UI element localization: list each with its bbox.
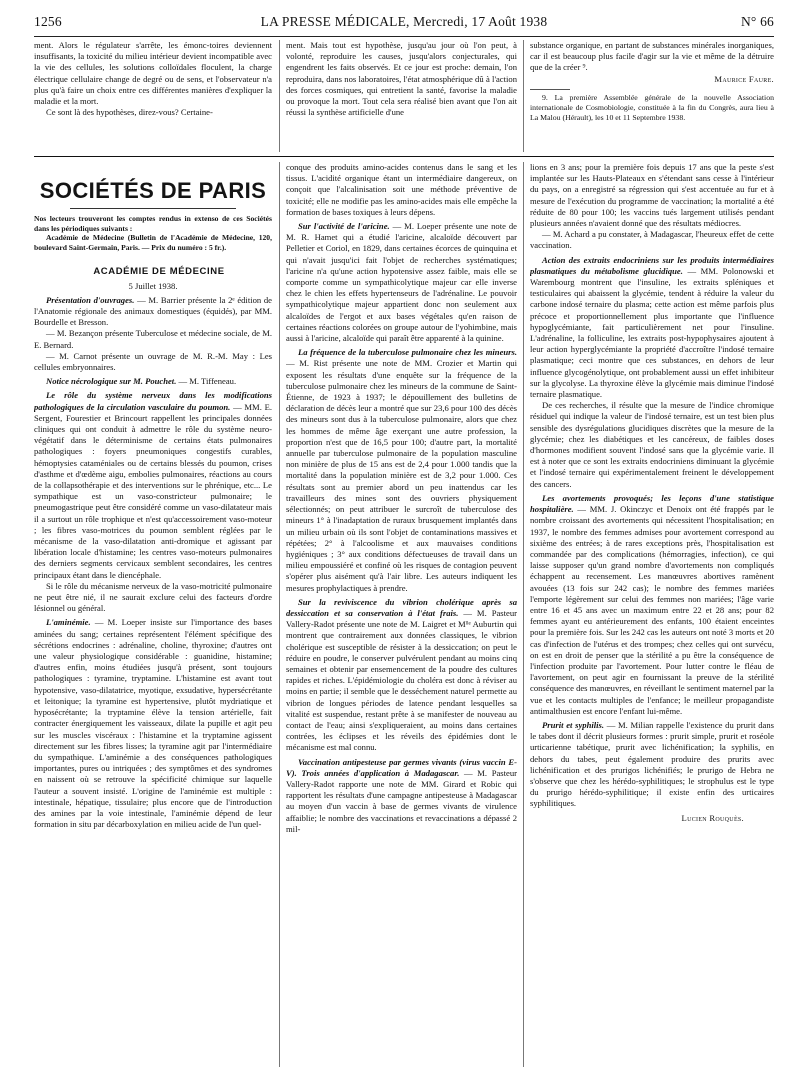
communication-text: — MM. Polonowski et Warembourg montrent que l'insuline, les extraits spléniques et testiculaires qui abaissent la glycémie, tendent à réduire la valeur du carbone indosé ternaire du plasma; cette action est même parfois plus précoce et proportionnellement plus importante que l'influence hypoglycémiante, fait particulièrement net pour l'insuline. L'adrénaline, la folliculine, les extraits post-hypophysaires ajoutent à leur action hyperglycémiante la propriété d'accroître l'indosé ternaire plasmatique; ceci montre que ces substances, en dehors de leur influence glycogénolytique, ont probablement aussi un effet inhibiteur sur la glycolyse. La thyroxine élève la glycémie mais diminue l'indosé ternaire plasmatique.: [530, 265, 774, 400]
top-column-3: [530, 40, 774, 152]
communication-text: — M. Achard a pu constater, à Madagascar, l'heureux effet de cette vaccination.: [530, 229, 774, 251]
communication: [34, 617, 272, 830]
communication-text: — M. Carnot présente un ouvrage de M. R.-M. May : Les cellules embryonnaires.: [34, 350, 272, 372]
communication-text: conque des produits amino-acides contenus dans le sang et les tissus. L'acidité organique étant un intermédiaire dangereux, on conçoit que l'alcalinisation soit une méthode préventive de toxicité; elle ne modifie pas les amino-acides mais elle empêche la formation de bases toxiques à leurs dépens.: [286, 162, 517, 217]
title-underline: [70, 208, 236, 209]
paragraph: [530, 400, 774, 490]
intro-text: Nos lecteurs trouveront les comptes rendus in extenso de ces Sociétés dans les périodiques suivants :: [34, 214, 272, 233]
footnote: 9. La première Assemblée générale de la nouvelle Association internationale de Cosmobiologie, constituée à la fin du Congrès, aura lieu à La Malou (Hérault), les 10 et 11 Septembre 1938.: [530, 92, 774, 122]
paragraph: [34, 581, 272, 615]
paragraph: [530, 162, 774, 229]
report-signature: Lucien Rouquès.: [681, 812, 744, 823]
journal-title: LA PRESSE MÉDICALE, Mercredi, 17 Août 1938: [260, 14, 548, 29]
communication-title: L'aminémie.: [46, 617, 91, 628]
author-signature: Maurice Faure.: [714, 73, 774, 84]
communication: [286, 597, 517, 754]
communication-title: Sur l'activité de l'aricine.: [298, 221, 390, 232]
section-rule: [34, 156, 774, 157]
communication-text: — M. Loeper présente une note de M. R. Hamet qui a étudié l'aricine, alcaloïde découvert par Pelletier et Coriol, en 1829, dans certaines écorces de quinquina et qui n'avait jusqu'ici fait l'objet de recherches systématiques; l'aricine n'a qu'une action hypotensive assez faible, mais elle se comporte comme un sympathicolytique majeur car elle inverse chez le chien les effets hypertenseurs de l'adrénaline. Le pouvoir sympathicolytique majeur appartient donc non seulement aux alcaloïdes de l'ergot et aux bases végétales qu'en raison de certaines réactions colorées on groupe autour de l'yohimbine, mais aussi à l'aricine, alcaloïde qui paraît être apparenté à la quinine.: [286, 221, 517, 344]
communication-text: — M. Milian rappelle l'existence du prurit dans le tabes dont il décrit plusieurs formes : prurit simple, prurit et roséole urticarienne tabétique, prurit avec lichénification; la syphilis, en dehors du tabes, peut également produire des prurits avec lichénification et des prurigos lichénifiés; le prurigo de Hebra ne s'observe que chez les hérédo-syphilitiques; le strophulus est le type du prurigo hérédo-syphilitique; il existe enfin des urticaires syphilitiques.: [530, 719, 774, 809]
paragraph: [286, 162, 517, 218]
running-header: [34, 14, 774, 36]
column-1-items: [34, 295, 272, 831]
communication: [286, 221, 517, 344]
communication: [286, 347, 517, 593]
communication-text: — M. Tiffeneau.: [178, 376, 237, 387]
communication-text: — M. Pasteur Vallery-Radot présente une note de M. Laigret et Mˡˡᵉ Auburtin qui montrent que contrairement aux données classiques, le vibrion cholérique est susceptible de résister à la dessiccation; on peut le réduire en poudre, le conserver pulvérulent pendant au moins cinq semaines et obtenir par ensemencement de la poudre des cultures rapides et riches. L'épidémiologie du choléra est donc à réviser au moins en partie; il semble que le desséchement naturel permette au vibrion de longues périodes de latence pendant lesquelles sa vitalité est suspendue, restant prête à se manifester de nouveau au contact de l'eau; ainsi s'expliqueraient, au moins dans certaines contrées, les éclipses et les réveils des épidémies dont le mécanisme est mal connu.: [286, 607, 517, 753]
column-3: [530, 162, 774, 1067]
paragraph: [34, 328, 272, 350]
communication-title: Prurit et syphilis.: [542, 719, 605, 730]
column-3-items: [530, 162, 774, 810]
paragraph: Ce sont là des hypothèses, direz-vous? Certaine-: [46, 107, 213, 118]
communication-title: Sur la reviviscence du vibrion cholérique après sa dessiccation et sa conservation à l'état frais.: [286, 596, 517, 618]
communication-title: Présentation d'ouvrages.: [46, 294, 135, 305]
communication-text: — M. Bezançon présente Tuberculose et médecine sociale, de M. E. Bernard.: [34, 328, 272, 350]
meeting-date: 5 Juillet 1938.: [128, 280, 178, 291]
top-column-1: [34, 40, 272, 150]
paragraph: [34, 351, 272, 373]
column-divider: [523, 162, 524, 1067]
column-divider: [279, 162, 280, 1067]
communication: [34, 376, 272, 387]
communication: [286, 757, 517, 835]
communication-text: Si le rôle du mécanisme nerveux de la vaso-motricité pulmonaire ne peut être nié, il ne saurait exclure celui des facteurs d'ordre lésionnel ou général.: [34, 580, 272, 614]
paragraph: ment. Mais tout est hypothèse, jusqu'au jour où l'on peut, à volonté, reproduire les causes, jusqu'alors conjecturales, qui engendrent les faits observés. Et ce jour est proche: demain, l'on reproduira, dans nos laboratoires, l'état atmosphérique dû à l'action des forces cosmiques, qui entretient la santé, favorise la maladie ou provoque la mort. Tout cela sera réalisé bien avant que l'on ait réussi la synthèse artificielle d'une: [286, 40, 517, 118]
column-1: [34, 214, 272, 1064]
communication: [530, 720, 774, 810]
communication: [530, 493, 774, 717]
communication-text: De ces recherches, il résulte que la mesure de l'indice chromique résiduel qui indique la valeur de l'indosé ternaire, est un test bien plus sensible des dysrégulations glucidiques discrètes que la mesure de la glycémie; chez les diabétiques et les cancéreux, de faibles doses d'hormones modifient souvent l'indosé sans que la glycémie varie. Il est à noter que ce sont les extraits endocriniens diminuant la glycémie et l'indosé ternaire qui expérimentalement freinent le développement des cancers.: [530, 400, 774, 489]
communication-title: Action des extraits endocriniens sur les produits intermédiaires plasmatiques du métabolisme glucidique.: [530, 254, 774, 276]
communication-text: — MM. E. Sergent, Fourestier et Brincourt rappellent les principales données cliniques qui ont conduit à admettre le rôle du système neuro-végétatif dans le déterminisme de certains états pulmonaires pathologiques : foyers pneumoniques congestifs curables, hémoptysies cataméniales ou de certains blessés du poumon, crises d'asthme et d'œdème aigu, embolies pulmonaires, réactions au cours de la collapsothérapie et des interventions sur le phrénique, etc... Le sympathique est un vaso-constricteur pulmonaire; le pneumogastrique peut être considéré comme un vaso-dilatateur mais il a surtout un rôle trophique et n'est qu'accessoirement vaso-moteur ; les fibres vaso-motrices du poumon semblent réglées par le mécanisme de la vaso-dilatation anti-dromique et agissant par libération locale d'histamine; les centres vaso-moteurs pulmonaires des derniers segments cervicaux semblent secondaires, les centres principaux étant dans le diencéphale.: [34, 401, 272, 580]
communication-text: lions en 3 ans; pour la première fois depuis 17 ans que la peste s'est implantée sur les Hauts-Plateaux en s'étendant sans cesse à l'intérieur du pays, on a enregistré sa régression qui s'est accentuée au fur et à mesure de l'exécution du programme de vaccination; la mortalité a été réduite de 80 pour 100; les vaccins tués largement utilisés pendant plusieurs années n'avaient donné que des résultats médiocres.: [530, 162, 774, 229]
communication: [34, 295, 272, 329]
communication-title: Vaccination antipesteuse par germes vivants (virus vaccin E-V). Trois années d'application à Madagascar.: [286, 756, 517, 778]
column-divider: [523, 40, 524, 152]
communication-text: — M. Pasteur Vallery-Radot rapporte une note de MM. Girard et Robic qui rapportent les résultats d'une campagne antipesteuse à Madagascar au moyen d'un vaccin à base de germes vivants de virulence affaiblie; le nombre des vaccinations et revaccinations a dépassé 2 mil-: [286, 767, 517, 834]
paragraph: [530, 229, 774, 251]
paragraph: substance organique, en partant de substances minérales inorganiques, car il est beaucoup plus facile d'agir sur la vie et même de la détruire que de la créer ⁹.: [530, 40, 774, 73]
communication-title: Les avortements provoqués; les leçons d'une statistique hospitalière.: [530, 492, 774, 515]
intro-reference: Académie de Médecine (Bulletin de l'Académie de Médecine, 120, boulevard Saint-Germain, Paris. — Prix du numéro : 5 fr.).: [34, 233, 272, 252]
column-2: [286, 162, 517, 1067]
communication-text: — MM. J. Okinczyc et Denoix ont été frappés par le nombre croissant des avortements qui nécessitent l'hospitalisation; en 1937, le nombre des femmes admises pour avortement correspond au sixième des entrées; à de rares exceptions près, l'hospitalisation est commandée par des complications (hémorragies, infection), ce qui laisse supposer qu'un grand nombre d'avortements non compliqués échappent au recensement. Les manœuvres abortives ramènent avouées (13 fois sur 242 cas); le nombre des femmes mariées l'emporte légèrement sur celui des femmes non mariées; l'âge varie entre 16 et 45 ans avec un maximum entre 22 et 28 ans; pour 82 femmes ayant eu antérieurement des enfants, 100 étaient enceintes pour la première fois. Sur les 242 cas les auteurs ont noté 3 morts et 20 cas d'infection de l'utérus et des trompes; chez celles qui ont survécu, on est en droit de penser que la stérilité a pu être la conséquence de l'infection produite par l'avortement. Pour lutter contre le fléau de l'avortement, on peut agir en fournissant la preuve de la stérilité conséquence des manœuvres, en réveillant le sentiment maternel par la vue et les contacts multiples de l'enfance; le meilleur propagandiste antimalthusien est encore l'enfant lui-même.: [530, 504, 774, 716]
communication: [34, 390, 272, 580]
communication-text: — M. Rist présente une note de MM. Crozier et Martin qui exposent les résultats d'une enquête sur la fréquence de la tuberculose pulmonaire chez les mineurs de la commune de Saint-Étienne, de 1923 à 1937; le dépouillement des bulletins de déclaration de décès leur a montré que sur 23,6 pour 100 des décès des mineurs sont dus à la tuberculose pulmonaire, alors que chez les hommes de même âge exerçant une autre profession, la proportion n'est que de 16,5 pour 100; d'autre part, la mortalité annuelle par tuberculose pulmonaire de la population masculine non minière de plus de 15 ans est de 2,4 pour 1.000 tandis que la mortalité dans la population minière est de 3,2 pour 1.000. Ces résultats sont au premier abord un peu inattendus car les travailleurs des mines sont des ouvriers physiquement sélectionnés; on peut attribuer le surcroît de tuberculose des mineurs 1° à l'inadaptation de ruraux brusquement implantés dans un milieu urbain où ils sont l'objet de contaminations massives et répétées; 2° à l'alcoolisme et aux mauvaises conditions hygiéniques ; 3° aux conditions défectueuses de travail dans un milieu empoussiéré et confiné où les risques de contagion peuvent s'opérer plus aisément qu'à l'air libre. Les auteurs indiquent les mesures prophylactiques à prendre.: [286, 358, 517, 593]
column-divider: [279, 40, 280, 152]
section-title: SOCIÉTÉS DE PARIS: [39, 178, 267, 203]
communication-title: Notice nécrologique sur M. Pouchet.: [46, 376, 177, 387]
top-column-2: [286, 40, 517, 150]
column-2-items: [286, 162, 517, 835]
communication-title: La fréquence de la tuberculose pulmonaire chez les mineurs.: [298, 347, 517, 358]
communication-text: — M. Barrier présente la 2ᵉ édition de l'Anatomie régionale des animaux domestiques (équidés), par MM. Bourdelle et Bresson.: [34, 294, 272, 328]
academy-heading: ACADÉMIE DE MÉDECINE: [93, 266, 225, 278]
communication-text: — M. Loeper insiste sur l'importance des bases aminées du sang; certaines représentent l'élément spécifique des sécrétions endocrines : adrénaline, choline, thyroxine; d'autres ont une valeur physiologique considérable : guanidine, histamine; d'autres enfin, moins étudiées jusqu'à présent, sont toujours pathologiques : tyramine, tryptamine. L'histamine est avant tout hypotensive, vaso-dilatatrice, myotique, exsudative, hypersécrétante et leitonique; la tyramine est hypertensive, plutôt mydriatique et hyposécrétante; la tryptamine élève la tension artérielle, fait contracter énergiquement les vaisseaux, dilate la pupille et agit peu sur les muscles viscéraux : l'histamine et la tryptamine agissent directement sur les fibres lisses; la tyramine agit par l'intermédiaire du sympathique. L'aminémie a des conséquences pathologiques importantes, pures ou intriquées ; des symptômes et des syndromes en naissent où se retrouve la spécificité chimique sur laquelle l'auteur a souvent insisté. L'origine de l'aminémie est multiple : intestinale, hépatique, tissulaire; plus encore que de l'introduction des amines par la voie intestinale, l'aminémie dépend de leur formation in situ par décarboxylation en milieu acide de l'un quel-: [34, 617, 272, 830]
paragraph: ment. Alors le régulateur s'arrête, les émonc-toires deviennent insuffisants, la toxicité du milieu intérieur devient incompatible avec la vie des cellules, les solutions colloïdales floculent, la charge électrique cellulaire change de degré ou de sens, et l'observateur n'a plus qu'à faire un choix entre ces différentes manières d'expliquer la maladie et la mort.: [34, 40, 272, 107]
header-rule: [34, 36, 774, 37]
footnote-rule: [530, 89, 570, 90]
communication: [530, 255, 774, 401]
page-number: 1256: [34, 14, 62, 29]
issue-number: N° 66: [740, 14, 774, 29]
communication-title: Le rôle du système nerveux dans les modifications pathologiques de la circulation vasculaire du poumon.: [34, 390, 272, 412]
